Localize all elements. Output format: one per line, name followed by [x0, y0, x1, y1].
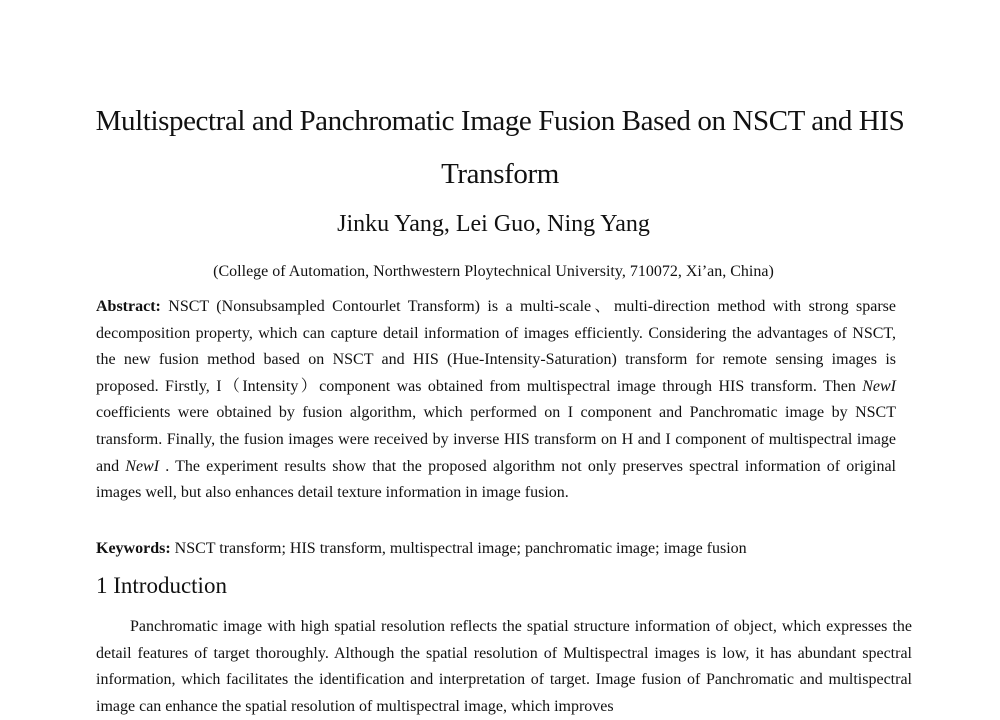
keywords	[96, 536, 896, 562]
abstract-text-part-2: coefficients were obtained by fusion algorithm, which performed on I component and Panchromatic image by NSCT transform. Finally, the fusion images were received by inverse HIS transform on H and I component of multispectral image and	[96, 404, 896, 475]
paper-title-line-1: Multispectral and Panchromatic Image Fusion Based on NSCT and HIS	[95, 105, 905, 137]
abstract-newi-symbol-2: NewI	[125, 457, 160, 475]
abstract	[96, 294, 896, 507]
keywords-text: NSCT transform; HIS transform, multispectral image; panchromatic image; image fusion	[170, 540, 747, 557]
introduction-paragraph: Panchromatic image with high spatial resolution reflects the spatial structure information of object, which expresses the detail features of target thoroughly. Although the spatial resolution of Multispectral images is low, it has abundant spectral information, which facilitates the identification and interpretation of target. Image fusion of Panchromatic and multispectral image can enhance the spatial resolution of multispectral image, which improves	[96, 618, 912, 715]
abstract-text-part-3: . The experiment results show that the proposed algorithm not only preserves spectral information of original images well, but also enhances detail texture information in image fusion.	[96, 457, 897, 502]
author-list: Jinku Yang, Lei Guo, Ning Yang	[337, 211, 650, 237]
abstract-label: Abstract:	[96, 298, 161, 315]
keywords-label: Keywords:	[96, 540, 171, 557]
paper-title-line-2: Transform	[441, 158, 559, 190]
abstract-text-part-1: NSCT (Nonsubsampled Contourlet Transform) is a multi-scale、multi-direction method with strong sparse decomposition property, which can capture detail information of images efficiently. Considering the advantages of NSCT, the new fusion method based on NSCT and HIS (Hue-Intensity-Saturation) transform for remote sensing images is proposed. Firstly, I（Intensity）component was obtained from multispectral image through HIS transform. Then	[96, 298, 896, 395]
section-heading-introduction: 1 Introduction	[96, 573, 227, 598]
affiliation: (College of Automation, Northwestern Ploytechnical University, 710072, Xi’an, China)	[213, 263, 774, 280]
abstract-newi-symbol-1: NewI	[862, 377, 896, 395]
